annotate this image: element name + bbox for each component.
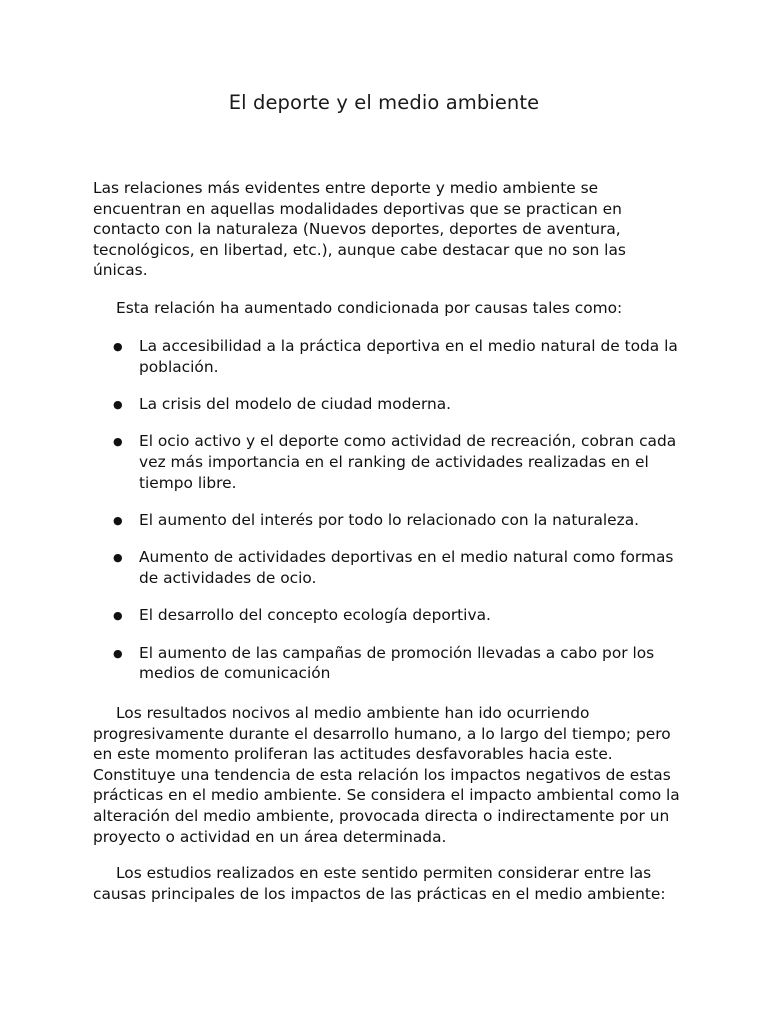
list-item — [113, 431, 693, 493]
list-item-text: La crisis del modelo de ciudad moderna. — [139, 394, 452, 413]
list-item-text: Aumento de actividades deportivas en el medio natural como formas de actividades de ocio. — [139, 548, 674, 587]
paragraph-harmful-effects — [93, 703, 683, 847]
list-item-text: El aumento de las campañas de promoción llevadas a cabo por los medios de comunicación — [139, 643, 655, 683]
bullet-icon: ● — [113, 397, 123, 411]
bullet-icon: ● — [113, 551, 123, 565]
list-item — [113, 336, 693, 377]
list-item-text: El desarrollo del concepto ecología deportiva. — [139, 606, 491, 625]
paragraph-studies — [93, 863, 683, 904]
bullet-icon: ● — [113, 340, 123, 353]
list-item — [113, 394, 693, 415]
paragraph-harmful-effects-text: Los resultados nocivos al medio ambiente han ido ocurriendo progresivamente durante el desarrollo humano, a lo largo del tiempo; pero en este momento proliferan las actitudes desfavorables hacia este. Constituye una tendencia de esta relación los impactos negativos de estas prácticas en el medio ambiente. Se considera el impacto ambiental como la alteración del medio ambiente, provocada directa o indirectamente por un proyecto o actividad en un área determinada. — [93, 704, 680, 846]
bullet-icon: ● — [113, 609, 123, 623]
list-item-text: El ocio activo y el deporte como actividad de recreación, cobran cada vez más importancia en el ranking de actividades realizadas en el tiempo libre. — [139, 432, 677, 492]
paragraph-studies-text: Los estudios realizados en este sentido permiten considerar entre las causas principales de los impactos de las prácticas en el medio ambiente: — [93, 864, 666, 903]
list-item-text: La accesibilidad a la práctica deportiva en el medio natural de toda la población. — [139, 337, 678, 376]
bullet-icon: ● — [113, 435, 123, 449]
causes-list — [113, 336, 693, 701]
list-item — [113, 547, 693, 588]
bullet-icon: ● — [113, 513, 123, 527]
list-item — [113, 510, 693, 531]
bullet-icon: ● — [113, 646, 123, 660]
list-item-text: El aumento del interés por todo lo relacionado con la naturaleza. — [139, 510, 640, 529]
paragraph-intro: Las relaciones más evidentes entre deporte y medio ambiente se encuentran en aquellas modalidades deportivas que se practican en contacto con la naturaleza (Nuevos deportes, deportes de aventura, tecnológicos, en libertad, etc.), aunque cabe destacar que no son las únicas. — [93, 179, 626, 280]
list-item — [113, 643, 693, 684]
document-title: El deporte y el medio ambiente — [228, 91, 540, 114]
list-item — [113, 605, 693, 626]
paragraph-causes-lead: Esta relación ha aumentado condicionada por causas tales como: — [116, 299, 623, 317]
